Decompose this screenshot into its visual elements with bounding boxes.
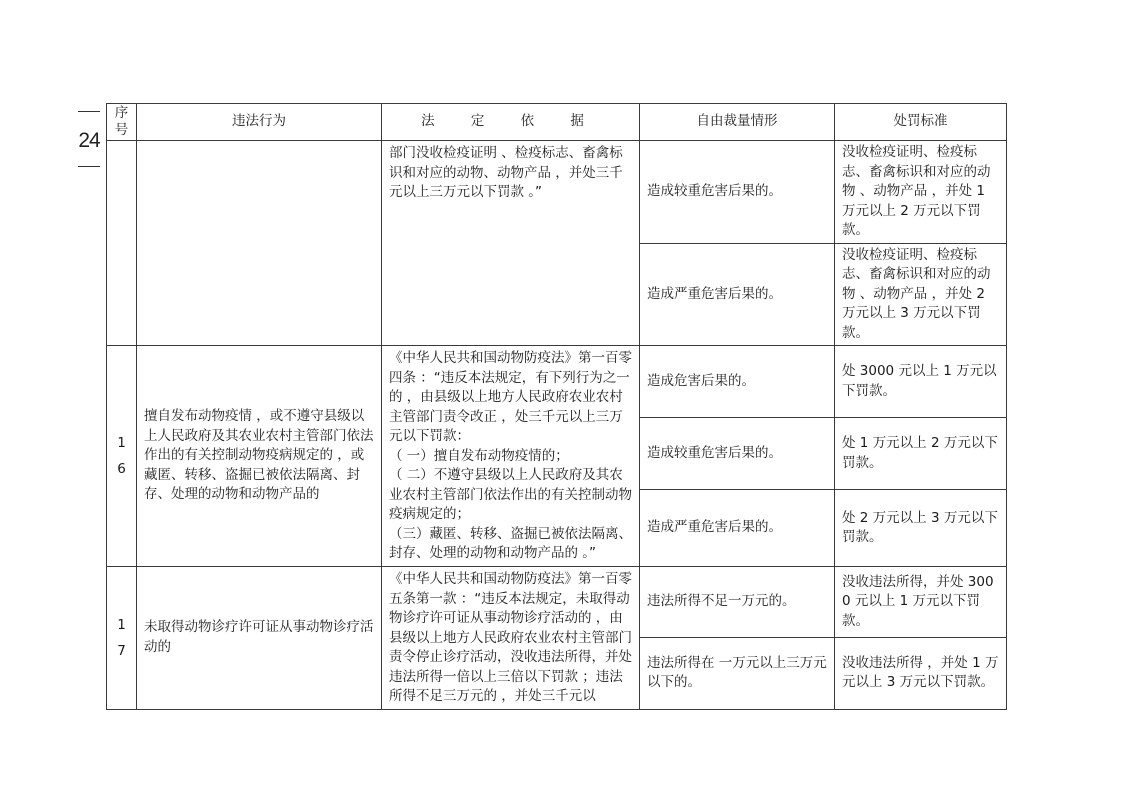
header-act: 违法行为 xyxy=(137,104,382,141)
seq-cell: 1 7 xyxy=(107,567,137,710)
seq-cell: 1 6 xyxy=(107,346,137,567)
seq-cell-empty xyxy=(107,141,137,346)
penalty-cell: 处 1 万元以上 2 万元以下罚款。 xyxy=(835,418,1007,490)
basis-cell: 《中华人民共和国动物防疫法》第一百零四条 ：“违反本法规定，有下列行为之一的 ，由县级以上地方人民政府农业农村主管部门责令改正 ，处三千元以上三万元以下罚款： （ 一）擅自发布动物疫情的； （ 二）不遵守县级以上人民政府及其农业农村主管部门依法作出的有关控制动物疫病规定的； （三）藏匿、转移、盗掘已被依法隔离、封存、处理的动物和动物产品的 。” xyxy=(382,346,640,567)
page-number-dash-top xyxy=(78,111,100,112)
act-cell: 未取得动物诊疗许可证从事动物诊疗活动的 xyxy=(137,567,382,710)
table-row xyxy=(107,346,1007,418)
situation-cell: 造成较重危害后果的。 xyxy=(640,418,835,490)
table-header-row xyxy=(107,104,1007,141)
penalty-cell: 没收检疫证明、检疫标志、畜禽标识和对应的动物 、动物产品 ，并处 2 万元以上 3 万元以下罚款。 xyxy=(835,243,1007,346)
penalty-cell: 没收检疫证明、检疫标志、畜禽标识和对应的动物 、动物产品 ，并处 1 万元以上 2 万元以下罚款。 xyxy=(835,141,1007,244)
table-row xyxy=(107,141,1007,244)
penalty-cell: 没收违法所得，并处 3000 元以上 1 万元以下罚款。 xyxy=(835,567,1007,638)
penalty-cell: 处 2 万元以上 3 万元以下罚款。 xyxy=(835,490,1007,567)
act-cell: 擅自发布动物疫情 ，或不遵守县级以上人民政府及其农业农村主管部门依法作出的有关控制动物疫病规定的 ，或藏匿、转移、盗掘已被依法隔离、封存、处理的动物和动物产品的 xyxy=(137,346,382,567)
header-penalty: 处罚标准 xyxy=(835,104,1007,141)
situation-cell: 造成危害后果的。 xyxy=(640,346,835,418)
situation-cell: 违法所得在 一万元以上三万元以下的。 xyxy=(640,637,835,709)
situation-cell: 造成严重危害后果的。 xyxy=(640,243,835,346)
table-row xyxy=(107,567,1007,638)
situation-cell: 违法所得不足一万元的。 xyxy=(640,567,835,638)
situation-cell: 造成较重危害后果的。 xyxy=(640,141,835,244)
act-cell-empty xyxy=(137,141,382,346)
page-number-dash-bottom xyxy=(78,166,100,167)
penalty-cell: 没收违法所得 ，并处 1 万元以上 3 万元以下罚款。 xyxy=(835,637,1007,709)
header-discretion: 自由裁量情形 xyxy=(640,104,835,141)
penalty-cell: 处 3000 元以上 1 万元以下罚款。 xyxy=(835,346,1007,418)
header-seq: 序号 xyxy=(107,104,137,141)
basis-cell: 《中华人民共和国动物防疫法》第一百零五条第一款 ：“违反本法规定，未取得动物诊疗许可证从事动物诊疗活动的 ，由县级以上地方人民政府农业农村主管部门责令停止诊疗活动，没收违法所得，并处违法所得一倍以上三倍以下罚款 ；违法所得不足三万元的 ，并处三千元以 xyxy=(382,567,640,710)
situation-cell: 造成严重危害后果的。 xyxy=(640,490,835,567)
penalty-table xyxy=(106,103,1007,710)
page-number: 24 xyxy=(78,129,100,152)
header-basis: 法 定 依 据 xyxy=(382,104,640,141)
basis-cell: 部门没收检疫证明 、检疫标志、畜禽标识和对应的动物、动物产品 ，并处三千元以上三万元以下罚款 。” xyxy=(382,141,640,346)
